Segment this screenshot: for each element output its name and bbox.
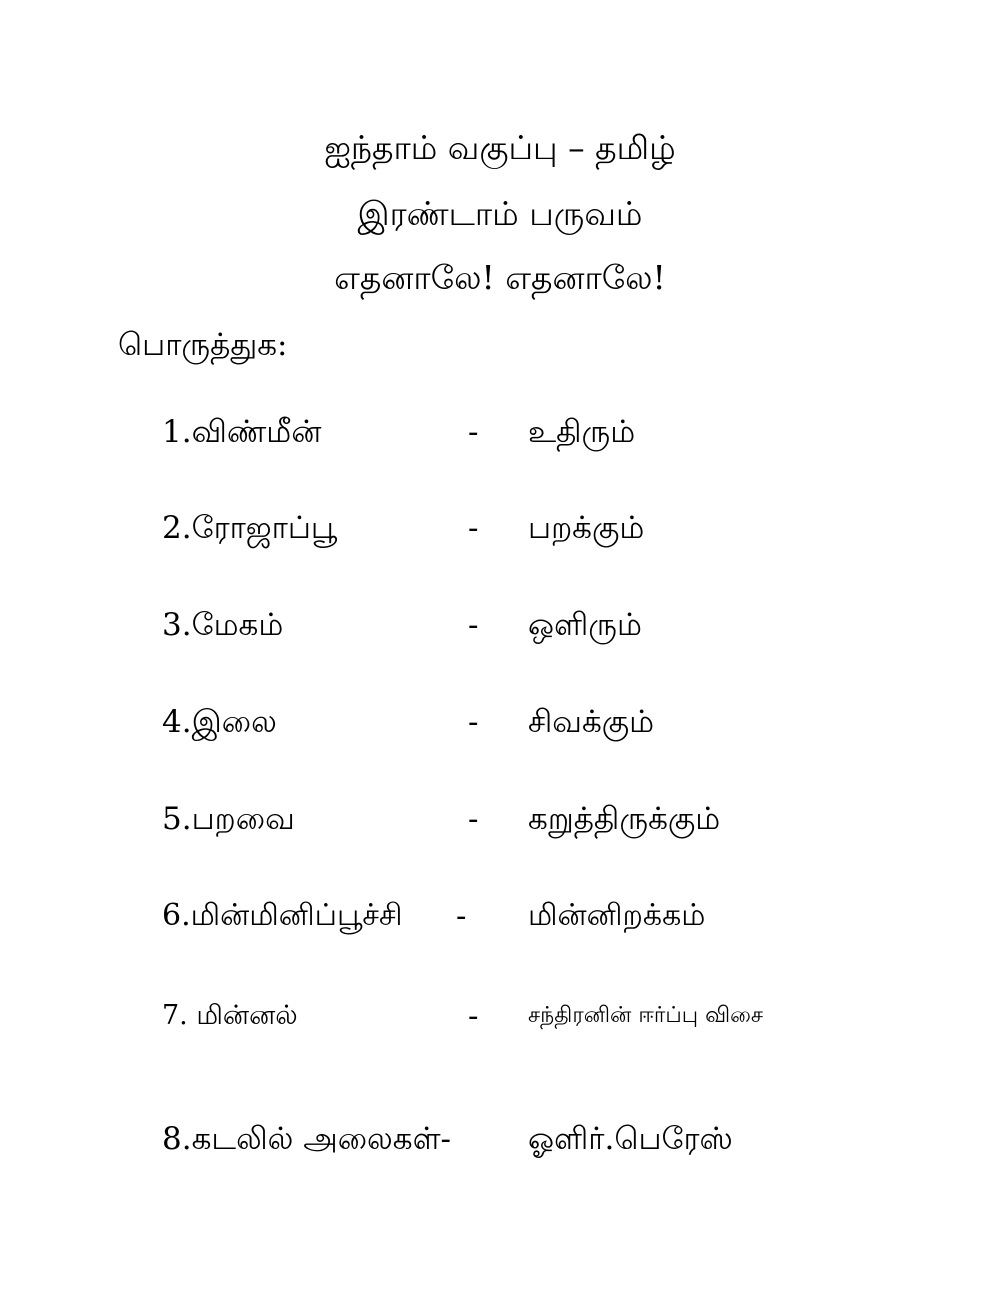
lesson-title: எதனாலே! எதனாலே! xyxy=(334,258,666,297)
match-row xyxy=(0,700,1000,744)
match-left-term: 3.மேகம் xyxy=(162,607,284,643)
match-left-term: 5.பறவை xyxy=(162,801,295,837)
match-row xyxy=(0,797,1000,841)
match-separator: - xyxy=(468,607,479,643)
page-title: ஐந்தாம் வகுப்பு – தமிழ் xyxy=(324,128,676,167)
match-right-term: உதிரும் xyxy=(528,414,636,450)
match-separator: - xyxy=(468,801,479,837)
page-subtitle-term: இரண்டாம் பருவம் xyxy=(357,194,643,233)
match-right-term: ஒளிரும் xyxy=(528,607,642,643)
match-right-term: பறக்கும் xyxy=(528,510,645,546)
match-separator: - xyxy=(468,998,479,1034)
match-row xyxy=(0,603,1000,647)
match-right-term: ஓளிர்.பெரேஸ் xyxy=(528,1121,733,1157)
match-right-term: சந்திரனின் ஈர்ப்பு விசை xyxy=(528,1003,764,1028)
match-left-term: 2.ரோஜாப்பூ xyxy=(162,510,338,546)
match-separator: - xyxy=(456,898,467,934)
match-row xyxy=(0,410,1000,454)
match-left-term: 6.மின்மினிப்பூச்சி xyxy=(162,898,403,933)
match-separator: - xyxy=(468,704,479,740)
match-right-term: மின்னிறக்கம் xyxy=(528,898,706,933)
match-row xyxy=(0,1117,1000,1161)
instruction-label: பொருத்துக: xyxy=(118,327,288,363)
match-left-term: 1.விண்மீன் xyxy=(162,414,322,450)
match-left-term: 4.இலை xyxy=(162,704,277,740)
match-right-term: சிவக்கும் xyxy=(528,704,655,740)
match-separator: - xyxy=(468,510,479,546)
match-left-term: 7. மின்னல் xyxy=(162,1000,298,1031)
match-row xyxy=(0,894,1000,938)
match-right-term: கறுத்திருக்கும் xyxy=(528,801,721,837)
match-left-term: 8.கடலில் அலைகள்- xyxy=(162,1121,452,1157)
match-separator: - xyxy=(468,414,479,450)
match-row xyxy=(0,994,1000,1038)
match-row xyxy=(0,506,1000,550)
